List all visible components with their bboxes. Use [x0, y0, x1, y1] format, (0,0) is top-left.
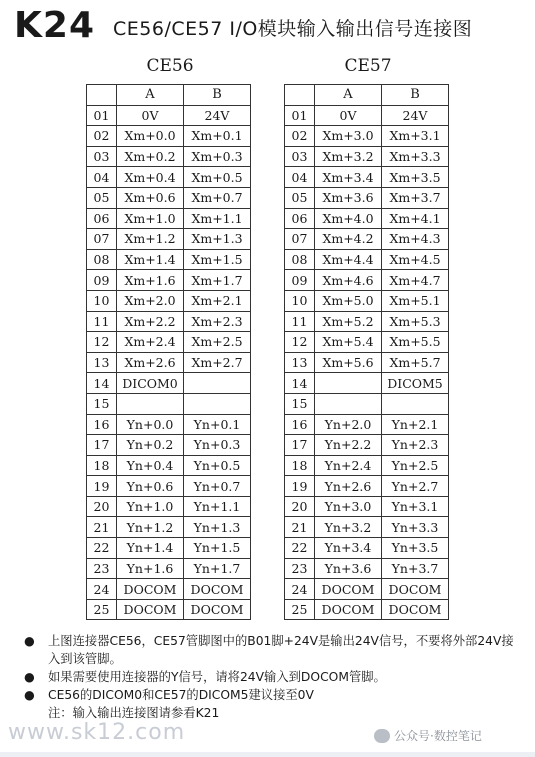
watermark-account-text: 公众号·数控笔记	[394, 729, 482, 743]
pin-signal-b: Xm+1.3	[184, 229, 251, 250]
pin-signal-b: Yn+1.7	[184, 558, 251, 579]
table-row	[87, 208, 251, 229]
table-row	[285, 126, 449, 147]
table-row	[87, 311, 251, 332]
table-row	[87, 599, 251, 620]
table-header-row	[285, 85, 449, 106]
pin-signal-a: Xm+1.0	[117, 208, 184, 229]
pin-signal-b: Xm+1.7	[184, 270, 251, 291]
pin-signal-b: Xm+1.1	[184, 208, 251, 229]
pin-number: 17	[87, 435, 117, 456]
pin-signal-b: Yn+2.7	[382, 476, 449, 497]
pin-number: 04	[285, 167, 315, 188]
pin-number: 11	[285, 311, 315, 332]
pin-signal-b: Xm+0.1	[184, 126, 251, 147]
note-item	[20, 668, 520, 686]
table-row	[87, 270, 251, 291]
table-row	[285, 187, 449, 208]
table-row	[285, 290, 449, 311]
pin-signal-b: 24V	[184, 105, 251, 126]
pin-signal-b: Xm+4.7	[382, 270, 449, 291]
pin-signal-b: Xm+5.3	[382, 311, 449, 332]
pin-signal-a: Xm+0.0	[117, 126, 184, 147]
table-row	[87, 373, 251, 394]
pin-number: 15	[87, 393, 117, 414]
pin-signal-b: Xm+2.7	[184, 352, 251, 373]
notes-list	[20, 632, 520, 722]
pin-signal-b: Yn+3.1	[382, 496, 449, 517]
pin-signal-b: Yn+1.1	[184, 496, 251, 517]
pin-number: 09	[285, 270, 315, 291]
pin-signal-b: Xm+5.1	[382, 290, 449, 311]
pin-number: 03	[87, 146, 117, 167]
pin-number: 22	[285, 538, 315, 559]
pin-signal-a: Xm+5.4	[315, 332, 382, 353]
pin-signal-a: Xm+2.2	[117, 311, 184, 332]
pin-signal-b: Yn+0.1	[184, 414, 251, 435]
bottom-strip	[0, 752, 535, 757]
table-row	[87, 414, 251, 435]
table-row	[285, 105, 449, 126]
pin-signal-b	[382, 393, 449, 414]
pin-signal-a: Yn+2.2	[315, 435, 382, 456]
table-row	[87, 105, 251, 126]
page-header	[14, 2, 472, 46]
pin-signal-a	[315, 393, 382, 414]
pin-number: 25	[87, 599, 117, 620]
pin-number: 24	[285, 579, 315, 600]
pin-signal-b: DOCOM	[184, 579, 251, 600]
pin-number: 16	[87, 414, 117, 435]
document-code: K24	[14, 5, 95, 46]
pin-number: 21	[87, 517, 117, 538]
pin-number: 08	[285, 249, 315, 270]
pin-number: 25	[285, 599, 315, 620]
pin-signal-a: DOCOM	[117, 599, 184, 620]
table-header-row	[87, 85, 251, 106]
table-row	[87, 352, 251, 373]
table-row	[87, 558, 251, 579]
connector-title-ce57: CE57	[344, 56, 392, 76]
pin-signal-a: Yn+0.6	[117, 476, 184, 497]
footnote: 注：输入输出连接图请参看K21	[48, 706, 220, 720]
pin-signal-b: DICOM5	[382, 373, 449, 394]
table-row	[285, 167, 449, 188]
pin-signal-b: DOCOM	[382, 599, 449, 620]
pin-number: 18	[87, 455, 117, 476]
pin-signal-a: Xm+5.6	[315, 352, 382, 373]
column-a-header: A	[315, 85, 382, 106]
pin-signal-a: Xm+3.6	[315, 187, 382, 208]
column-b-header: B	[382, 85, 449, 106]
pin-signal-a: Yn+3.0	[315, 496, 382, 517]
pin-signal-b: Xm+4.3	[382, 229, 449, 250]
column-b-header: B	[184, 85, 251, 106]
pin-number: 06	[87, 208, 117, 229]
pin-number: 03	[285, 146, 315, 167]
table-row	[87, 517, 251, 538]
pin-signal-a: DOCOM	[315, 599, 382, 620]
bullet-icon: ●	[24, 670, 35, 684]
table-row	[87, 187, 251, 208]
pin-signal-b: DOCOM	[184, 599, 251, 620]
pin-number: 04	[87, 167, 117, 188]
table-row	[285, 538, 449, 559]
pin-signal-a: Yn+2.4	[315, 455, 382, 476]
pin-signal-b: Xm+2.5	[184, 332, 251, 353]
pin-signal-b: Yn+2.5	[382, 455, 449, 476]
note-text: 上图连接器CE56，CE57管脚图中的B01脚+24V是输出24V信号，不要将外部24V接入到该管脚。	[48, 634, 514, 666]
pin-number: 11	[87, 311, 117, 332]
pin-signal-b: Xm+3.3	[382, 146, 449, 167]
pin-number: 20	[285, 496, 315, 517]
pin-number: 20	[87, 496, 117, 517]
pin-signal-a: Xm+4.2	[315, 229, 382, 250]
pin-signal-b: Xm+3.1	[382, 126, 449, 147]
table-row	[285, 208, 449, 229]
pin-number: 10	[87, 290, 117, 311]
table-row	[87, 332, 251, 353]
pin-number: 24	[87, 579, 117, 600]
pin-signal-a: Xm+1.6	[117, 270, 184, 291]
pin-number: 12	[285, 332, 315, 353]
watermark-site: www.sk12.com	[8, 720, 186, 745]
pin-signal-a: Xm+2.6	[117, 352, 184, 373]
pin-signal-a: Xm+0.2	[117, 146, 184, 167]
table-row	[87, 393, 251, 414]
pin-signal-a: Yn+1.0	[117, 496, 184, 517]
table-row	[87, 496, 251, 517]
pin-signal-a: Xm+0.4	[117, 167, 184, 188]
pin-table-ce56	[86, 84, 251, 620]
pin-number: 14	[87, 373, 117, 394]
pin-number: 06	[285, 208, 315, 229]
pin-signal-a: Xm+0.6	[117, 187, 184, 208]
pin-number: 01	[87, 105, 117, 126]
note-text: 如果需要使用连接器的Y信号，请将24V输入到DOCOM管脚。	[48, 670, 386, 684]
pin-number: 01	[285, 105, 315, 126]
pin-signal-b: Xm+3.5	[382, 167, 449, 188]
pin-signal-b: Xm+0.3	[184, 146, 251, 167]
pin-signal-a	[117, 393, 184, 414]
pin-number: 21	[285, 517, 315, 538]
page-title: CE56/CE57 I/O模块输入输出信号连接图	[113, 18, 473, 40]
table-row	[285, 352, 449, 373]
pin-signal-b: Yn+2.3	[382, 435, 449, 456]
note-text: CE56的DICOM0和CE57的DICOM5建议接至0V	[48, 688, 314, 702]
pin-signal-a: Xm+1.4	[117, 249, 184, 270]
pin-number: 13	[87, 352, 117, 373]
table-row	[285, 393, 449, 414]
pin-signal-b: Xm+4.5	[382, 249, 449, 270]
pin-number: 02	[87, 126, 117, 147]
pin-signal-b: Xm+5.5	[382, 332, 449, 353]
table-row	[285, 435, 449, 456]
pin-signal-b: Xm+5.7	[382, 352, 449, 373]
pin-signal-b: Yn+3.3	[382, 517, 449, 538]
pin-signal-b	[184, 393, 251, 414]
pin-signal-b: Xm+2.1	[184, 290, 251, 311]
table-row	[87, 476, 251, 497]
pin-number: 19	[285, 476, 315, 497]
pin-signal-b: Xm+2.3	[184, 311, 251, 332]
pin-signal-a: 0V	[315, 105, 382, 126]
pin-signal-a: Xm+3.4	[315, 167, 382, 188]
pin-number-header	[285, 85, 315, 106]
table-row	[87, 538, 251, 559]
table-row	[285, 496, 449, 517]
bullet-icon: ●	[24, 688, 35, 702]
pin-number: 10	[285, 290, 315, 311]
pin-signal-a: Xm+3.2	[315, 146, 382, 167]
pin-number: 17	[285, 435, 315, 456]
pin-signal-b: Yn+3.7	[382, 558, 449, 579]
table-row	[285, 558, 449, 579]
pin-signal-b: Xm+3.7	[382, 187, 449, 208]
table-row	[285, 311, 449, 332]
pin-number: 23	[87, 558, 117, 579]
pin-number: 19	[87, 476, 117, 497]
pin-signal-b: Yn+1.5	[184, 538, 251, 559]
pin-signal-b: Xm+0.5	[184, 167, 251, 188]
pin-number: 14	[285, 373, 315, 394]
pin-signal-b: Yn+0.3	[184, 435, 251, 456]
pin-signal-a: Xm+3.0	[315, 126, 382, 147]
pin-signal-a: Yn+0.2	[117, 435, 184, 456]
pin-signal-a: Xm+2.4	[117, 332, 184, 353]
pin-signal-a: Yn+1.6	[117, 558, 184, 579]
pin-signal-a: Xm+4.4	[315, 249, 382, 270]
bullet-icon: ●	[24, 634, 35, 648]
pin-signal-a: Xm+5.2	[315, 311, 382, 332]
table-row	[285, 229, 449, 250]
watermark-account	[374, 727, 482, 744]
pin-number: 23	[285, 558, 315, 579]
pin-table-ce57	[284, 84, 449, 620]
pin-signal-a: Yn+0.4	[117, 455, 184, 476]
pin-signal-a: Xm+2.0	[117, 290, 184, 311]
pin-number: 13	[285, 352, 315, 373]
pin-signal-a: Yn+2.6	[315, 476, 382, 497]
pin-signal-a: Xm+1.2	[117, 229, 184, 250]
table-row	[285, 373, 449, 394]
note-item	[20, 632, 520, 668]
pin-number: 09	[87, 270, 117, 291]
table-row	[87, 455, 251, 476]
pin-number: 18	[285, 455, 315, 476]
pin-signal-b: 24V	[382, 105, 449, 126]
pin-signal-b: Yn+0.5	[184, 455, 251, 476]
table-row	[285, 332, 449, 353]
pin-signal-b: Xm+4.1	[382, 208, 449, 229]
table-row	[87, 167, 251, 188]
pin-number: 12	[87, 332, 117, 353]
pin-signal-b: Xm+0.7	[184, 187, 251, 208]
pin-signal-a: Xm+4.6	[315, 270, 382, 291]
table-row	[285, 476, 449, 497]
pin-signal-a: Yn+3.2	[315, 517, 382, 538]
pin-signal-a: 0V	[117, 105, 184, 126]
table-row	[285, 455, 449, 476]
table-row	[285, 414, 449, 435]
pin-number: 05	[87, 187, 117, 208]
pin-signal-a: DICOM0	[117, 373, 184, 394]
pin-signal-a: Yn+0.0	[117, 414, 184, 435]
wechat-icon	[374, 729, 390, 743]
pin-number: 05	[285, 187, 315, 208]
table-row	[285, 599, 449, 620]
table-row	[285, 249, 449, 270]
pin-signal-b: Yn+1.3	[184, 517, 251, 538]
pin-number: 08	[87, 249, 117, 270]
table-row	[87, 126, 251, 147]
pin-signal-a: Yn+3.6	[315, 558, 382, 579]
pin-number: 22	[87, 538, 117, 559]
table-row	[87, 229, 251, 250]
pin-signal-a: DOCOM	[315, 579, 382, 600]
pin-signal-b: Yn+2.1	[382, 414, 449, 435]
pin-number: 07	[87, 229, 117, 250]
pin-signal-a: DOCOM	[117, 579, 184, 600]
pin-signal-a: Yn+3.4	[315, 538, 382, 559]
pin-signal-b: Yn+3.5	[382, 538, 449, 559]
pin-signal-a: Xm+4.0	[315, 208, 382, 229]
table-row	[87, 435, 251, 456]
pin-signal-a: Yn+2.0	[315, 414, 382, 435]
pin-signal-a	[315, 373, 382, 394]
column-a-header: A	[117, 85, 184, 106]
pin-signal-b	[184, 373, 251, 394]
pin-signal-a: Yn+1.2	[117, 517, 184, 538]
pin-signal-b: Xm+1.5	[184, 249, 251, 270]
table-row	[87, 579, 251, 600]
table-row	[285, 517, 449, 538]
pin-number: 15	[285, 393, 315, 414]
pin-number-header	[87, 85, 117, 106]
pin-signal-b: Yn+0.7	[184, 476, 251, 497]
pin-signal-a: Xm+5.0	[315, 290, 382, 311]
table-row	[87, 249, 251, 270]
table-row	[285, 270, 449, 291]
pin-signal-a: Yn+1.4	[117, 538, 184, 559]
note-item	[20, 686, 520, 704]
table-row	[285, 579, 449, 600]
pin-number: 07	[285, 229, 315, 250]
table-row	[285, 146, 449, 167]
connector-title-ce56: CE56	[146, 56, 194, 76]
table-row	[87, 290, 251, 311]
pin-number: 16	[285, 414, 315, 435]
table-row	[87, 146, 251, 167]
pin-number: 02	[285, 126, 315, 147]
pin-signal-b: DOCOM	[382, 579, 449, 600]
